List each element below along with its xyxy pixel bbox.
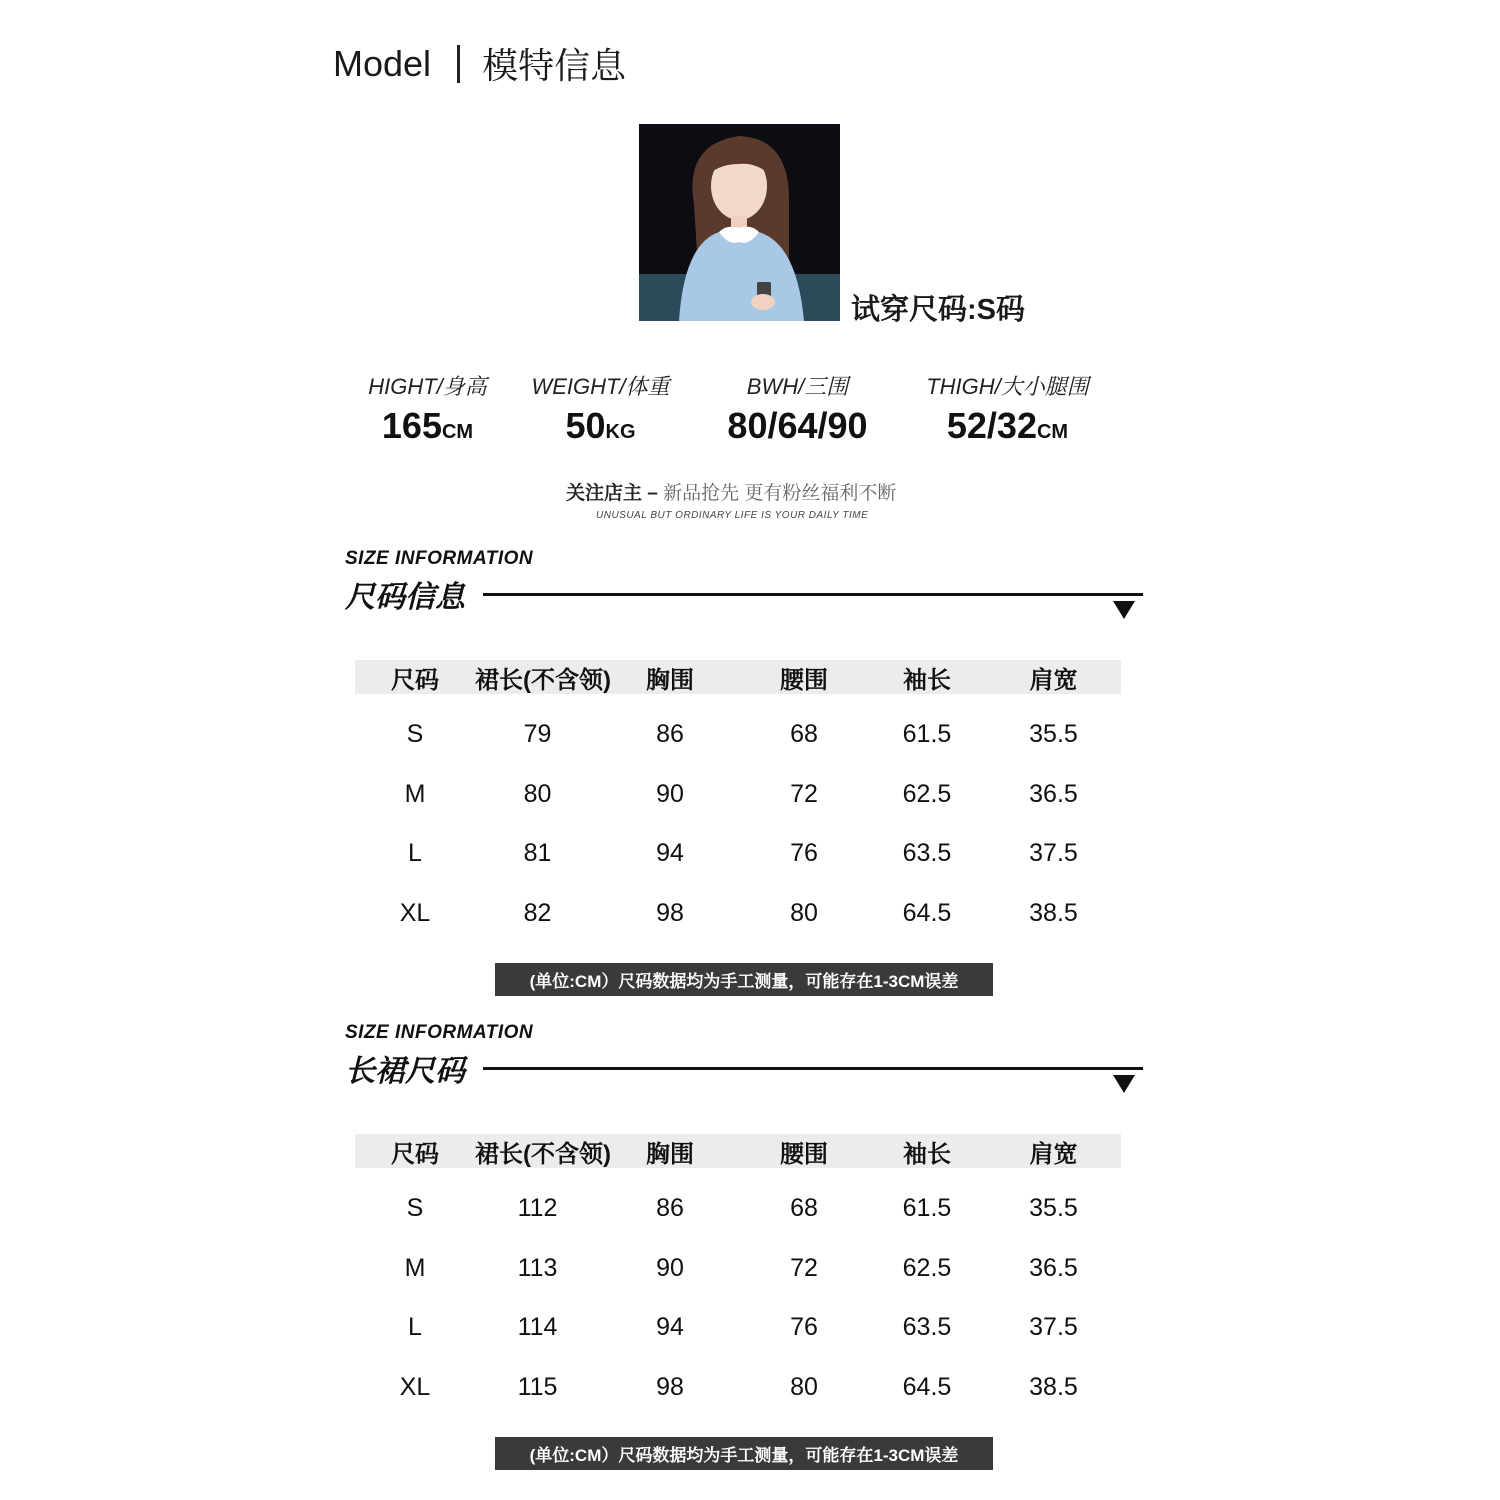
- column-header: 肩宽: [1029, 1140, 1078, 1168]
- table-cell: 86: [656, 720, 684, 749]
- table-header-row: [355, 1134, 1121, 1168]
- stat-label: THIGH/大小腿围: [926, 374, 1089, 399]
- column-header: 袖长: [903, 1140, 951, 1168]
- section-en: SIZE INFORMATION: [345, 1022, 534, 1043]
- stat-label: BWH/三围: [746, 374, 849, 399]
- section-cn: 长裙尺码: [345, 1055, 465, 1088]
- column-header: 胸围: [646, 1140, 694, 1168]
- model-photo: [639, 124, 840, 321]
- table-cell: 90: [656, 1253, 684, 1282]
- table-cell: 35.5: [1029, 720, 1078, 749]
- stat-height: [350, 370, 505, 447]
- column-header: 尺码: [391, 1140, 439, 1168]
- section-rule: [483, 1067, 1143, 1070]
- column-header: 腰围: [780, 666, 828, 694]
- table-cell: 61.5: [902, 1194, 952, 1223]
- column-header: 腰围: [780, 1140, 828, 1168]
- table-cell: 68: [790, 1194, 818, 1223]
- table-cell: 112: [517, 1194, 558, 1223]
- table-cell: 38.5: [1029, 1372, 1078, 1401]
- header-en: Model: [333, 42, 432, 84]
- table-cell: 86: [656, 1194, 684, 1223]
- table-cell: 80: [790, 1372, 818, 1401]
- table-row: [355, 1298, 1121, 1358]
- table-cell: 36.5: [1029, 1253, 1078, 1282]
- stat-thigh: [915, 370, 1100, 447]
- table-cell: 81: [523, 839, 552, 868]
- stat-value: 52/32CM: [946, 405, 1069, 446]
- table-row: [355, 1179, 1121, 1239]
- section-en: SIZE INFORMATION: [345, 548, 534, 569]
- section-title-long-dress: [345, 1022, 1145, 1092]
- triangle-down-icon: [1113, 601, 1135, 619]
- column-header: 裙长(不含领): [475, 1140, 611, 1168]
- table-cell: 76: [790, 839, 818, 868]
- measurement-note: (单位:CM）尺码数据均为手工测量，可能存在1-3CM误差: [495, 963, 993, 996]
- table-cell: 35.5: [1029, 1194, 1078, 1223]
- table-cell: M: [404, 779, 426, 808]
- table-row: [355, 705, 1121, 765]
- table-cell: 90: [656, 779, 684, 808]
- header-cn: 模特信息: [482, 45, 627, 86]
- stat-value: 50KG: [565, 405, 636, 446]
- stat-bwh: [710, 370, 885, 447]
- table-cell: 63.5: [902, 839, 952, 868]
- slogan: UNUSUAL BUT ORDINARY LIFE IS YOUR DAILY TIME: [596, 510, 869, 521]
- stat-label: WEIGHT/体重: [531, 374, 670, 399]
- section-rule: [483, 593, 1143, 596]
- column-header: 尺码: [391, 666, 439, 694]
- triangle-down-icon: [1113, 1075, 1135, 1093]
- model-photo-illustration: [639, 124, 840, 321]
- table-cell: S: [406, 1194, 424, 1223]
- table-cell: 94: [656, 839, 684, 868]
- size-table: [355, 660, 1121, 943]
- table-cell: 63.5: [902, 1313, 952, 1342]
- table-cell: L: [408, 1313, 422, 1342]
- column-header: 胸围: [646, 666, 694, 694]
- stat-value: 165CM: [381, 405, 474, 446]
- table-cell: 64.5: [902, 898, 952, 927]
- table-cell: 76: [790, 1313, 818, 1342]
- column-header: 肩宽: [1029, 666, 1078, 694]
- stat-label: HIGHT/身高: [368, 374, 487, 399]
- table-cell: 80: [523, 779, 552, 808]
- table-cell: 72: [790, 1253, 818, 1282]
- table-row: [355, 1239, 1121, 1299]
- page-header: [333, 38, 626, 89]
- column-header: 裙长(不含领): [475, 666, 611, 694]
- measurement-note: (单位:CM）尺码数据均为手工测量，可能存在1-3CM误差: [495, 1437, 993, 1470]
- table-cell: 82: [523, 898, 552, 927]
- table-cell: 62.5: [902, 1253, 952, 1282]
- table-cell: 72: [790, 779, 818, 808]
- table-cell: S: [406, 720, 424, 749]
- table-cell: XL: [399, 1372, 431, 1401]
- table-cell: 38.5: [1029, 898, 1078, 927]
- table-cell: 98: [656, 1372, 684, 1401]
- table-cell: 64.5: [902, 1372, 952, 1401]
- table-cell: 80: [790, 898, 818, 927]
- section-title-size-info: [345, 548, 1145, 618]
- table-cell: 36.5: [1029, 779, 1078, 808]
- table-header-row: [355, 660, 1121, 694]
- long-dress-size-table: [355, 1134, 1121, 1417]
- header-divider: [457, 45, 460, 83]
- follow-banner: 关注店主 – 新品抢先 更有粉丝福利不断: [566, 483, 897, 504]
- table-cell: 114: [517, 1313, 558, 1342]
- table-cell: XL: [399, 898, 431, 927]
- table-cell: 98: [656, 898, 684, 927]
- table-cell: 115: [517, 1372, 558, 1401]
- table-cell: 37.5: [1029, 839, 1078, 868]
- table-cell: L: [408, 839, 422, 868]
- table-cell: M: [404, 1253, 426, 1282]
- table-cell: 113: [517, 1253, 558, 1282]
- table-cell: 61.5: [902, 720, 952, 749]
- fit-size-label: 试穿尺码:S码: [851, 294, 1026, 326]
- table-row: [355, 824, 1121, 884]
- stat-value: 80/64/90: [727, 405, 868, 446]
- table-row: [355, 1358, 1121, 1418]
- stat-weight: [523, 370, 678, 447]
- table-cell: 79: [523, 720, 552, 749]
- table-cell: 68: [790, 720, 818, 749]
- table-cell: 37.5: [1029, 1313, 1078, 1342]
- table-cell: 94: [656, 1313, 684, 1342]
- table-row: [355, 765, 1121, 825]
- table-cell: 62.5: [902, 779, 952, 808]
- table-row: [355, 884, 1121, 944]
- column-header: 袖长: [903, 666, 951, 694]
- section-cn: 尺码信息: [345, 581, 465, 614]
